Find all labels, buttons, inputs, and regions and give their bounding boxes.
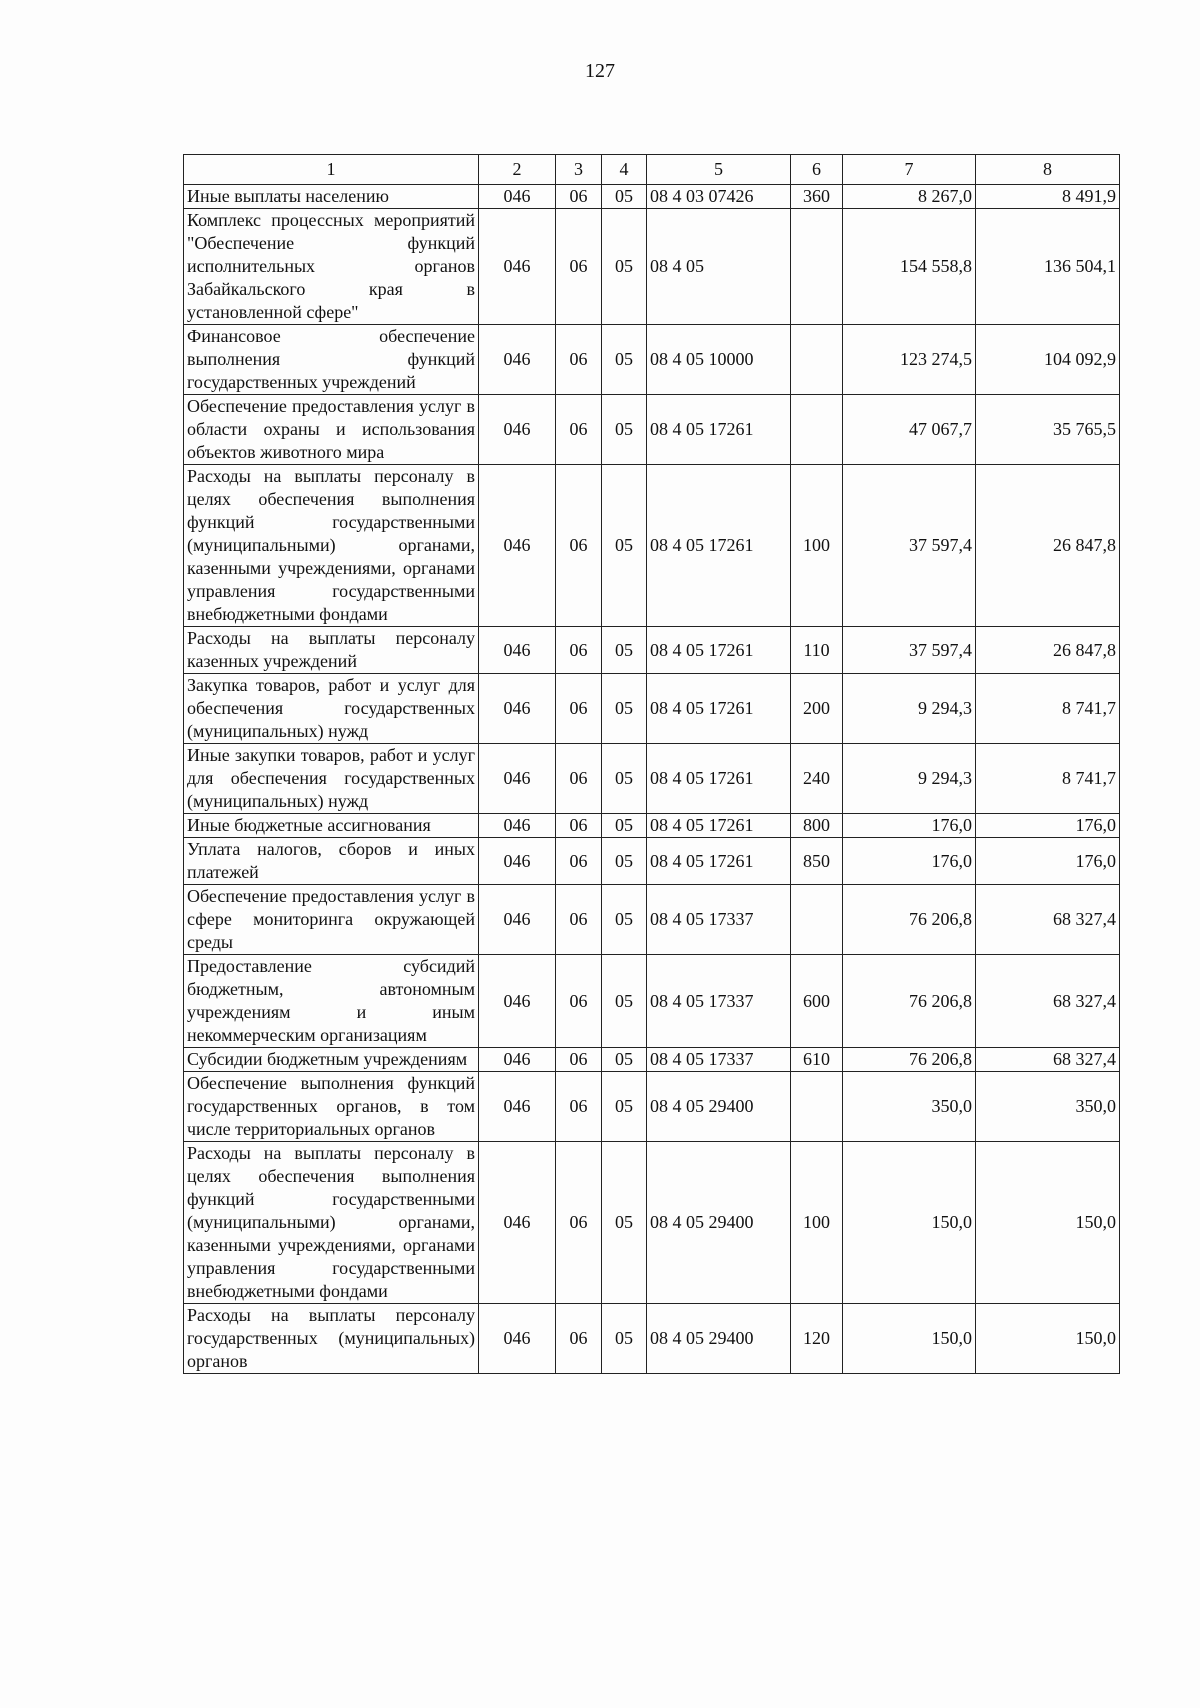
row-expense-type-cell: [791, 209, 843, 325]
row-expense-type-cell: [791, 395, 843, 465]
row-section-cell: 06: [556, 1304, 602, 1374]
row-section-cell: 06: [556, 209, 602, 325]
table-row: [184, 185, 1120, 209]
header-cell-7: 7: [843, 155, 976, 185]
row-admin-code-cell: 046: [479, 185, 556, 209]
row-subsection-cell: 05: [602, 955, 647, 1048]
row-amount-year1-cell: 9 294,3: [843, 744, 976, 814]
row-section-cell: 06: [556, 1142, 602, 1304]
row-admin-code-cell: 046: [479, 465, 556, 627]
row-expense-type-cell: 100: [791, 1142, 843, 1304]
row-target-article-cell: 08 4 05 17261: [647, 814, 791, 838]
row-expense-type-cell: 850: [791, 838, 843, 885]
table-row: [184, 814, 1120, 838]
row-admin-code-cell: 046: [479, 627, 556, 674]
row-amount-year2-cell: 104 092,9: [976, 325, 1120, 395]
row-subsection-cell: 05: [602, 325, 647, 395]
row-name-cell: Иные закупки товаров, работ и услуг для обеспечения государственных (муниципальных) нужд: [184, 744, 479, 814]
row-subsection-cell: 05: [602, 1048, 647, 1072]
row-amount-year2-cell: 150,0: [976, 1142, 1120, 1304]
table-row: [184, 209, 1120, 325]
table-body: [184, 185, 1120, 1374]
row-amount-year2-cell: 8 741,7: [976, 674, 1120, 744]
row-name-cell: Расходы на выплаты персоналу в целях обеспечения выполнения функций государственными (муниципальными) органами, казенными учреждениями, органами управления государственными внебюджетными фондами: [184, 1142, 479, 1304]
table-row: [184, 674, 1120, 744]
row-amount-year2-cell: 176,0: [976, 838, 1120, 885]
row-name-cell: Обеспечение предоставления услуг в области охраны и использования объектов животного мира: [184, 395, 479, 465]
table-row: [184, 627, 1120, 674]
row-target-article-cell: 08 4 05: [647, 209, 791, 325]
row-amount-year2-cell: 68 327,4: [976, 885, 1120, 955]
row-amount-year1-cell: 176,0: [843, 838, 976, 885]
row-name-cell: Расходы на выплаты персоналу в целях обеспечения выполнения функций государственными (муниципальными) органами, казенными учреждениями, органами управления государственными внебюджетными фондами: [184, 465, 479, 627]
header-cell-8: 8: [976, 155, 1120, 185]
row-amount-year1-cell: 123 274,5: [843, 325, 976, 395]
row-name-cell: Финансовое обеспечение выполнения функций государственных учреждений: [184, 325, 479, 395]
row-amount-year2-cell: 176,0: [976, 814, 1120, 838]
table-header: [184, 155, 1120, 185]
row-target-article-cell: 08 4 05 17261: [647, 395, 791, 465]
row-section-cell: 06: [556, 885, 602, 955]
row-subsection-cell: 05: [602, 465, 647, 627]
table-row: [184, 838, 1120, 885]
row-admin-code-cell: 046: [479, 744, 556, 814]
row-amount-year2-cell: 68 327,4: [976, 1048, 1120, 1072]
row-section-cell: 06: [556, 814, 602, 838]
row-amount-year1-cell: 150,0: [843, 1304, 976, 1374]
row-expense-type-cell: 100: [791, 465, 843, 627]
page-number: 127: [585, 60, 615, 82]
row-expense-type-cell: 610: [791, 1048, 843, 1072]
row-target-article-cell: 08 4 05 17261: [647, 674, 791, 744]
row-amount-year1-cell: 47 067,7: [843, 395, 976, 465]
row-subsection-cell: 05: [602, 395, 647, 465]
row-subsection-cell: 05: [602, 1304, 647, 1374]
row-amount-year2-cell: 26 847,8: [976, 465, 1120, 627]
row-expense-type-cell: 110: [791, 627, 843, 674]
row-section-cell: 06: [556, 395, 602, 465]
row-name-cell: Уплата налогов, сборов и иных платежей: [184, 838, 479, 885]
row-amount-year1-cell: 150,0: [843, 1142, 976, 1304]
row-amount-year2-cell: 68 327,4: [976, 955, 1120, 1048]
row-subsection-cell: 05: [602, 814, 647, 838]
row-expense-type-cell: 200: [791, 674, 843, 744]
row-amount-year1-cell: 76 206,8: [843, 1048, 976, 1072]
row-section-cell: 06: [556, 325, 602, 395]
row-section-cell: 06: [556, 955, 602, 1048]
row-target-article-cell: 08 4 05 29400: [647, 1072, 791, 1142]
row-section-cell: 06: [556, 1048, 602, 1072]
row-target-article-cell: 08 4 05 17337: [647, 955, 791, 1048]
row-amount-year2-cell: 136 504,1: [976, 209, 1120, 325]
table-row: [184, 325, 1120, 395]
row-amount-year2-cell: 8 741,7: [976, 744, 1120, 814]
header-cell-5: 5: [647, 155, 791, 185]
header-row: [184, 155, 1120, 185]
row-subsection-cell: 05: [602, 838, 647, 885]
table-row: [184, 465, 1120, 627]
row-target-article-cell: 08 4 05 17337: [647, 1048, 791, 1072]
row-amount-year1-cell: 9 294,3: [843, 674, 976, 744]
row-subsection-cell: 05: [602, 209, 647, 325]
row-admin-code-cell: 046: [479, 955, 556, 1048]
row-admin-code-cell: 046: [479, 674, 556, 744]
row-subsection-cell: 05: [602, 1142, 647, 1304]
row-target-article-cell: 08 4 05 17261: [647, 744, 791, 814]
row-target-article-cell: 08 4 05 17337: [647, 885, 791, 955]
row-amount-year1-cell: 76 206,8: [843, 955, 976, 1048]
row-section-cell: 06: [556, 674, 602, 744]
row-amount-year2-cell: 35 765,5: [976, 395, 1120, 465]
row-admin-code-cell: 046: [479, 1072, 556, 1142]
row-target-article-cell: 08 4 05 29400: [647, 1304, 791, 1374]
table-row: [184, 1072, 1120, 1142]
row-admin-code-cell: 046: [479, 325, 556, 395]
row-expense-type-cell: 120: [791, 1304, 843, 1374]
row-target-article-cell: 08 4 05 17261: [647, 627, 791, 674]
row-target-article-cell: 08 4 05 29400: [647, 1142, 791, 1304]
row-name-cell: Обеспечение предоставления услуг в сфере мониторинга окружающей среды: [184, 885, 479, 955]
row-name-cell: Закупка товаров, работ и услуг для обеспечения государственных (муниципальных) нужд: [184, 674, 479, 744]
row-expense-type-cell: 360: [791, 185, 843, 209]
row-admin-code-cell: 046: [479, 209, 556, 325]
header-cell-1: 1: [184, 155, 479, 185]
table-row: [184, 955, 1120, 1048]
row-expense-type-cell: 600: [791, 955, 843, 1048]
row-amount-year1-cell: 8 267,0: [843, 185, 976, 209]
row-admin-code-cell: 046: [479, 1048, 556, 1072]
row-amount-year1-cell: 154 558,8: [843, 209, 976, 325]
row-name-cell: Субсидии бюджетным учреждениям: [184, 1048, 479, 1072]
row-section-cell: 06: [556, 465, 602, 627]
row-amount-year2-cell: 150,0: [976, 1304, 1120, 1374]
row-name-cell: Иные выплаты населению: [184, 185, 479, 209]
row-name-cell: Иные бюджетные ассигнования: [184, 814, 479, 838]
row-amount-year1-cell: 176,0: [843, 814, 976, 838]
row-expense-type-cell: 800: [791, 814, 843, 838]
header-cell-4: 4: [602, 155, 647, 185]
row-expense-type-cell: [791, 325, 843, 395]
row-admin-code-cell: 046: [479, 814, 556, 838]
row-section-cell: 06: [556, 185, 602, 209]
table-row: [184, 1304, 1120, 1374]
row-expense-type-cell: [791, 885, 843, 955]
row-name-cell: Обеспечение выполнения функций государственных органов, в том числе территориальных органов: [184, 1072, 479, 1142]
row-subsection-cell: 05: [602, 744, 647, 814]
header-cell-6: 6: [791, 155, 843, 185]
row-target-article-cell: 08 4 05 17261: [647, 838, 791, 885]
table-row: [184, 395, 1120, 465]
header-cell-2: 2: [479, 155, 556, 185]
row-target-article-cell: 08 4 05 10000: [647, 325, 791, 395]
row-admin-code-cell: 046: [479, 395, 556, 465]
row-section-cell: 06: [556, 838, 602, 885]
table-row: [184, 1142, 1120, 1304]
row-amount-year1-cell: 37 597,4: [843, 465, 976, 627]
row-target-article-cell: 08 4 05 17261: [647, 465, 791, 627]
row-amount-year2-cell: 8 491,9: [976, 185, 1120, 209]
row-subsection-cell: 05: [602, 885, 647, 955]
row-section-cell: 06: [556, 1072, 602, 1142]
row-name-cell: Комплекс процессных мероприятий "Обеспечение функций исполнительных органов Забайкальского края в установленной сфере": [184, 209, 479, 325]
row-admin-code-cell: 046: [479, 885, 556, 955]
row-subsection-cell: 05: [602, 674, 647, 744]
row-admin-code-cell: 046: [479, 1304, 556, 1374]
row-amount-year1-cell: 350,0: [843, 1072, 976, 1142]
row-expense-type-cell: 240: [791, 744, 843, 814]
row-subsection-cell: 05: [602, 1072, 647, 1142]
row-amount-year2-cell: 350,0: [976, 1072, 1120, 1142]
header-cell-3: 3: [556, 155, 602, 185]
row-amount-year2-cell: 26 847,8: [976, 627, 1120, 674]
row-subsection-cell: 05: [602, 627, 647, 674]
row-expense-type-cell: [791, 1072, 843, 1142]
row-name-cell: Расходы на выплаты персоналу государственных (муниципальных) органов: [184, 1304, 479, 1374]
table-row: [184, 1048, 1120, 1072]
row-name-cell: Предоставление субсидий бюджетным, автономным учреждениям и иным некоммерческим организациям: [184, 955, 479, 1048]
table-row: [184, 744, 1120, 814]
row-section-cell: 06: [556, 744, 602, 814]
row-amount-year1-cell: 76 206,8: [843, 885, 976, 955]
row-admin-code-cell: 046: [479, 838, 556, 885]
row-name-cell: Расходы на выплаты персоналу казенных учреждений: [184, 627, 479, 674]
row-section-cell: 06: [556, 627, 602, 674]
row-admin-code-cell: 046: [479, 1142, 556, 1304]
budget-table: [183, 154, 1120, 1374]
row-target-article-cell: 08 4 03 07426: [647, 185, 791, 209]
row-subsection-cell: 05: [602, 185, 647, 209]
table-row: [184, 885, 1120, 955]
row-amount-year1-cell: 37 597,4: [843, 627, 976, 674]
